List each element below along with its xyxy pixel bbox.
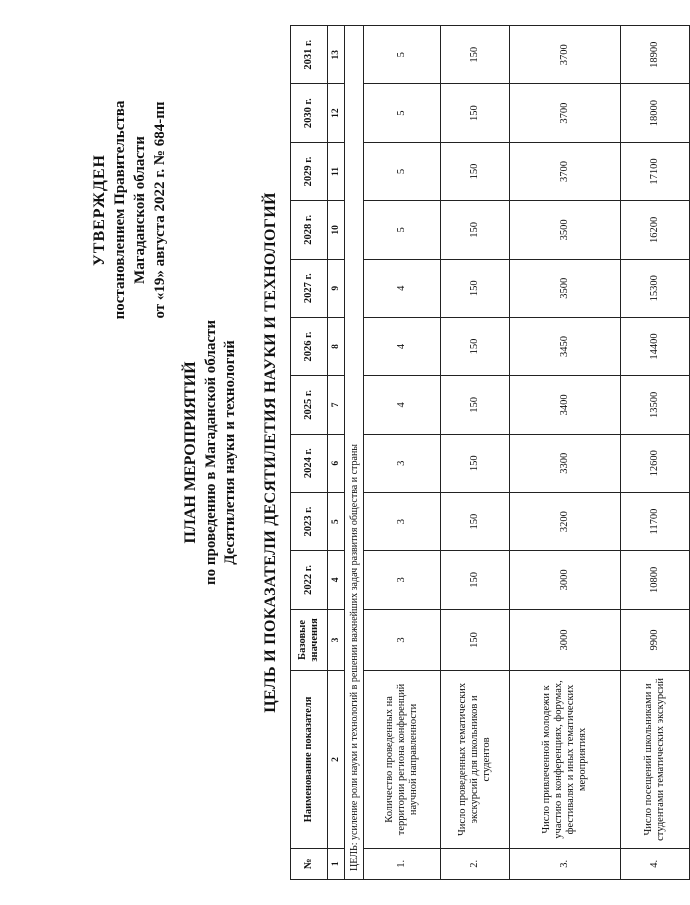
year-value: 5: [364, 201, 441, 259]
goal-text: ЦЕЛЬ: усиление роли науки и технологий в решении важнейших задач развития общества и страны: [345, 26, 364, 880]
year-value: 5: [364, 84, 441, 142]
year-value: 12600: [621, 434, 690, 492]
year-value: 3700: [510, 26, 621, 84]
indicator-name: Число посещений школьниками и студентами тематических экскурсий: [621, 671, 690, 848]
year-value: 14400: [621, 317, 690, 375]
year-value: 11700: [621, 492, 690, 550]
header-cell: 2028 г.: [291, 201, 328, 259]
year-value: 5: [364, 142, 441, 200]
column-number: 3: [328, 609, 345, 671]
column-number: 13: [328, 26, 345, 84]
year-value: 150: [441, 551, 510, 609]
column-number: 9: [328, 259, 345, 317]
approval-line-1: постановлением Правительства: [112, 100, 128, 320]
year-value: 150: [441, 142, 510, 200]
base-value: 3: [364, 609, 441, 671]
indicator-name: Число проведенных тематических экскурсий для школьников и студентов: [441, 671, 510, 848]
year-value: 150: [441, 201, 510, 259]
year-value: 150: [441, 434, 510, 492]
year-value: 150: [441, 376, 510, 434]
year-value: 3: [364, 492, 441, 550]
indicators-table: [290, 25, 690, 880]
header-cell: 2030 г.: [291, 84, 328, 142]
table-row: [621, 26, 690, 880]
year-value: 3500: [510, 201, 621, 259]
row-number: 4.: [621, 848, 690, 879]
row-number: 2.: [441, 848, 510, 879]
row-number: 1.: [364, 848, 441, 879]
year-value: 150: [441, 317, 510, 375]
year-value: 3500: [510, 259, 621, 317]
goal-row: [345, 26, 364, 880]
year-value: 18000: [621, 84, 690, 142]
year-value: 4: [364, 317, 441, 375]
year-value: 5: [364, 26, 441, 84]
table-row: [364, 26, 441, 880]
section-title: ЦЕЛЬ И ПОКАЗАТЕЛИ ДЕСЯТИЛЕТИЯ НАУКИ И ТЕХНОЛОГИЙ: [262, 192, 279, 713]
header-cell: Базовые значения: [291, 609, 328, 671]
year-value: 4: [364, 376, 441, 434]
header-cell: 2027 г.: [291, 259, 328, 317]
year-value: 150: [441, 26, 510, 84]
column-number: 8: [328, 317, 345, 375]
table-row: [441, 26, 510, 880]
year-value: 3: [364, 434, 441, 492]
year-value: 150: [441, 492, 510, 550]
column-number: 2: [328, 671, 345, 848]
column-number: 6: [328, 434, 345, 492]
year-value: 150: [441, 84, 510, 142]
approval-stamp: [90, 60, 170, 360]
year-value: 3300: [510, 434, 621, 492]
header-cell: 2031 г.: [291, 26, 328, 84]
column-number: 10: [328, 201, 345, 259]
year-value: 15300: [621, 259, 690, 317]
header-cell: 2029 г.: [291, 142, 328, 200]
column-number: 1: [328, 848, 345, 879]
year-value: 16200: [621, 201, 690, 259]
base-value: 3000: [510, 609, 621, 671]
indicator-name: Количество проведенных на территории региона конференций научной направленности: [364, 671, 441, 848]
year-value: 3700: [510, 84, 621, 142]
year-value: 18900: [621, 26, 690, 84]
plan-subtitle-2: Десятилетия науки и технологий: [222, 340, 238, 565]
header-cell: Наименование показателя: [291, 671, 328, 848]
column-number: 5: [328, 492, 345, 550]
plan-subtitle-1: по проведению в Магаданской области: [203, 319, 219, 586]
header-cell: 2023 г.: [291, 492, 328, 550]
table-row: [510, 26, 621, 880]
column-number-row: [328, 26, 345, 880]
year-value: 13500: [621, 376, 690, 434]
approval-line-2: Магаданской области: [132, 136, 148, 284]
header-cell: 2026 г.: [291, 317, 328, 375]
header-cell: №: [291, 848, 328, 879]
plan-title: ПЛАН МЕРОПРИЯТИЙ: [182, 361, 199, 544]
column-number: 11: [328, 142, 345, 200]
year-value: 150: [441, 259, 510, 317]
approval-line-3: от «19» августа 2022 г. № 684-пп: [152, 101, 168, 319]
header-cell: 2025 г.: [291, 376, 328, 434]
base-value: 150: [441, 609, 510, 671]
year-value: 3400: [510, 376, 621, 434]
year-value: 3: [364, 551, 441, 609]
approval-title: УТВЕРЖДЕН: [91, 154, 108, 266]
header-cell: 2022 г.: [291, 551, 328, 609]
column-number: 7: [328, 376, 345, 434]
year-value: 3450: [510, 317, 621, 375]
indicator-name: Число привлеченной молодежи к участию в конференциях, форумах, фестивалях и иных тематических мероприятиях: [510, 671, 621, 848]
column-number: 12: [328, 84, 345, 142]
year-value: 17100: [621, 142, 690, 200]
year-value: 3000: [510, 551, 621, 609]
column-number: 4: [328, 551, 345, 609]
year-value: 10800: [621, 551, 690, 609]
year-value: 4: [364, 259, 441, 317]
table-header-row: [291, 26, 328, 880]
year-value: 3200: [510, 492, 621, 550]
header-cell: 2024 г.: [291, 434, 328, 492]
row-number: 3.: [510, 848, 621, 879]
base-value: 9900: [621, 609, 690, 671]
plan-heading: [180, 0, 240, 905]
year-value: 3700: [510, 142, 621, 200]
